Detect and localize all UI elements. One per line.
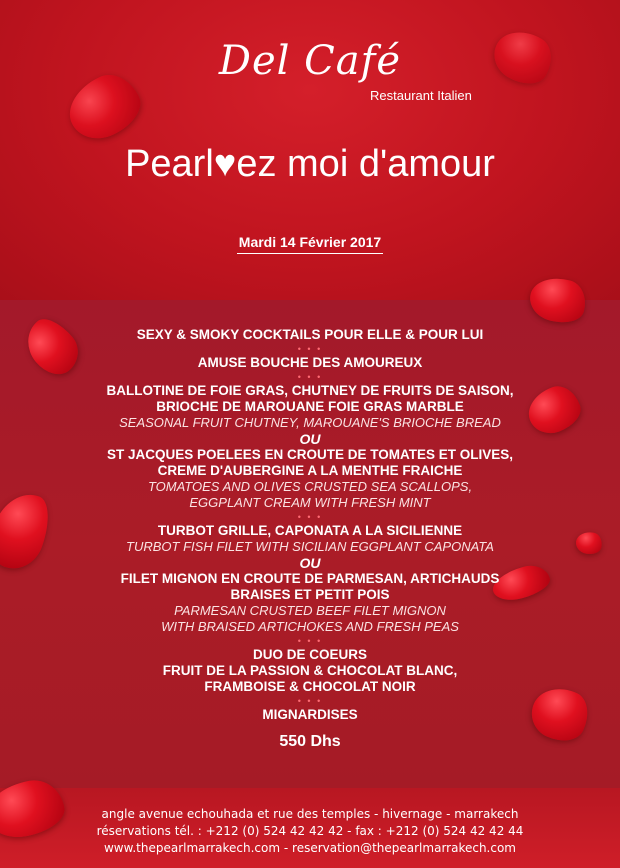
menu-course <box>80 447 540 511</box>
course-title: BRAISES ET PETIT POIS <box>230 587 390 602</box>
course-title: MIGNARDISES <box>262 707 358 722</box>
menu-course <box>80 383 540 431</box>
menu-course <box>80 571 540 635</box>
course-translation: TOMATOES AND OLIVES CRUSTED SEA SCALLOPS, <box>147 479 473 494</box>
footer-phone: réservations tél. : +212 (0) 524 42 42 42 - fax : +212 (0) 524 42 42 44 <box>96 824 524 838</box>
restaurant-logo: Del Café <box>218 38 402 84</box>
separator-dots: • • • <box>297 344 323 354</box>
course-translation: SEASONAL FRUIT CHUTNEY, MAROUANE'S BRIOCHE BREAD <box>119 415 501 430</box>
or-divider: OU <box>299 431 321 447</box>
restaurant-subtitle: Restaurant Italien <box>370 88 472 103</box>
event-date <box>0 234 620 250</box>
course-translation: WITH BRAISED ARTICHOKES AND FRESH PEAS <box>161 619 459 634</box>
menu-course <box>80 523 540 555</box>
course-title: BRIOCHE DE MAROUANE FOIE GRAS MARBLE <box>156 399 464 414</box>
course-title: FILET MIGNON EN CROUTE DE PARMESAN, ARTICHAUDS <box>120 571 500 586</box>
course-title: DUO DE COEURS <box>252 647 367 662</box>
menu-course <box>80 707 540 723</box>
course-title: ST JACQUES POELEES EN CROUTE DE TOMATES ET OLIVES, <box>106 447 514 462</box>
footer-address: angle avenue echouhada et rue des temples - hivernage - marrakech <box>101 807 519 821</box>
course-translation: EGGPLANT CREAM WITH FRESH MINT <box>189 495 431 510</box>
course-title: TURBOT GRILLE, CAPONATA A LA SICILIENNE <box>157 523 463 538</box>
menu-course <box>80 327 540 343</box>
course-title: CREME D'AUBERGINE A LA MENTHE FRAICHE <box>157 463 463 478</box>
event-date-text: Mardi 14 Février 2017 <box>237 234 383 254</box>
footer-web[interactable]: www.thepearlmarrakech.com - reservation@thepearlmarrakech.com <box>103 841 516 855</box>
event-headline: Pearl♥ez moi d'amour <box>125 143 495 185</box>
course-translation: PARMESAN CRUSTED BEEF FILET MIGNON <box>174 603 446 618</box>
course-translation: TURBOT FISH FILET WITH SICILIAN EGGPLANT CAPONATA <box>126 539 494 554</box>
separator-dots: • • • <box>297 636 323 646</box>
menu-course <box>80 355 540 371</box>
separator-dots: • • • <box>297 512 323 522</box>
course-title: FRAMBOISE & CHOCOLAT NOIR <box>204 679 416 694</box>
contact-footer <box>0 806 620 857</box>
course-title: FRUIT DE LA PASSION & CHOCOLAT BLANC, <box>162 663 458 678</box>
or-divider: OU <box>299 555 321 571</box>
separator-dots: • • • <box>297 372 323 382</box>
course-title: AMUSE BOUCHE DES AMOUREUX <box>197 355 423 370</box>
course-title: SEXY & SMOKY COCKTAILS POUR ELLE & POUR LUI <box>136 327 484 342</box>
menu-course <box>80 647 540 695</box>
menu-price: 550 Dhs <box>279 733 341 750</box>
menu-list <box>80 327 540 751</box>
separator-dots: • • • <box>297 696 323 706</box>
course-title: BALLOTINE DE FOIE GRAS, CHUTNEY DE FRUITS DE SAISON, <box>106 383 514 398</box>
